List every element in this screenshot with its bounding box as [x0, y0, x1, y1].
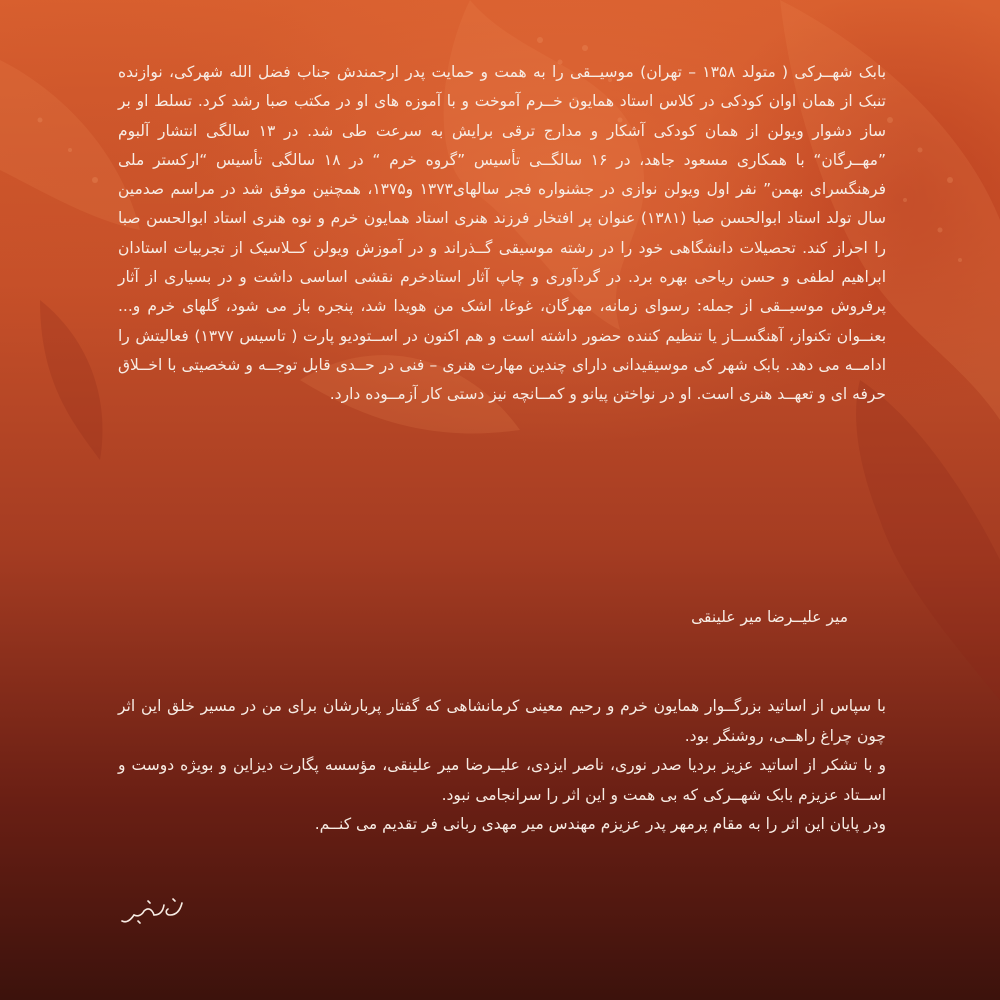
- acknowledgement-line-2: و با تشکر از اساتید عزیز بردیا صدر نوری، ناصر ایزدی، علیــرضا میر علینقی، مؤسسه پگارت دیزاین و بویژه دوست و اســتاد عزیزم بابک شهــرکی که بی همت و این اثر را سرانجامی نبود.: [118, 756, 886, 804]
- acknowledgement-line-1: با سپاس از اساتید بزرگــوار همایون خرم و رحیم معینی کرمانشاهی که گفتار پربارشان برای من در مسیر خلق این اثر چون چراغ راهــی، روشنگر بود.: [118, 697, 886, 745]
- biography-paragraph: بابک شهــرکی ( متولد ۱۳۵۸ – تهران) موسیــقی را به همت و حمایت پدر ارجمندش جناب فضل الله شهرکی، نوازنده تنبک از همان اوان کودکی در کلاس استاد همایون خــرم آموخت و با آموزه های او در مکتب صبا رشد کرد. تسلط او بر ساز دشوار ویولن از همان کودکی آشکار و مدارج ترقی برایش به سرعت طی شد. در ۱۳ سالگی انتشار آلبوم ”مهــرگان“ با همکاری مسعود جاهد، در ۱۶ سالگــی تأسیس ”گروه خرم “ در ۱۸ سالگی تأسیس “ارکستر ملی فرهنگسرای بهمن” نفر اول ویولن نوازی در جشنواره فجر سالهای۱۳۷۳ و۱۳۷۵، همچنین موفق شد در مراسم صدمین سال تولد استاد ابوالحسن صبا (۱۳۸۱) عنوان پر افتخار فرزند هنری استاد همایون خرم و نوه هنری استاد ابوالحسن صبا را احراز کند. تحصیلات دانشگاهی خود را در رشته موسیقی گــذراند و در آموزش ویولن کــلاسیک از تجربیات استادان ابراهیم لطفی و حسن ریاحی بهره برد. در گردآوری و چاپ آثار استادخرم نقشی اساسی داشت و در بسیاری از آثار پرفروش موسیــقی از جمله: رسوای زمانه، مهرگان، غوغا، اشک من هویدا شد، پنجره باز می شود، گلهای خرم و... بعنــوان تکنواز، آهنگســاز یا تنظیم کننده حضور داشته است و هم اکنون در اســتودیو پارت ( تاسیس ۱۳۷۷) فعالیتش را ادامــه می دهد. بابک شهر کی موسیقیدانی دارای چندین مهارت هنری – فنی در حــدی قابل توجــه و شخصیتی با اخــلاق حرفه ای و تعهــد هنری است. او در نواختن پیانو و کمــانچه نیز دستی کار آزمــوده دارد.: [118, 63, 887, 404]
- biography-author: میر علیــرضا میر علینقی: [691, 608, 848, 626]
- acknowledgement-line-3: ودر پایان این اثر را به مقام پرمهر پدر عزیزم مهندس میر مهدی ربانی فر تقدیم می کنــم.: [314, 815, 886, 833]
- biography-section: [118, 58, 886, 410]
- handwritten-signature: [118, 893, 188, 927]
- acknowledgement-section: [118, 692, 886, 840]
